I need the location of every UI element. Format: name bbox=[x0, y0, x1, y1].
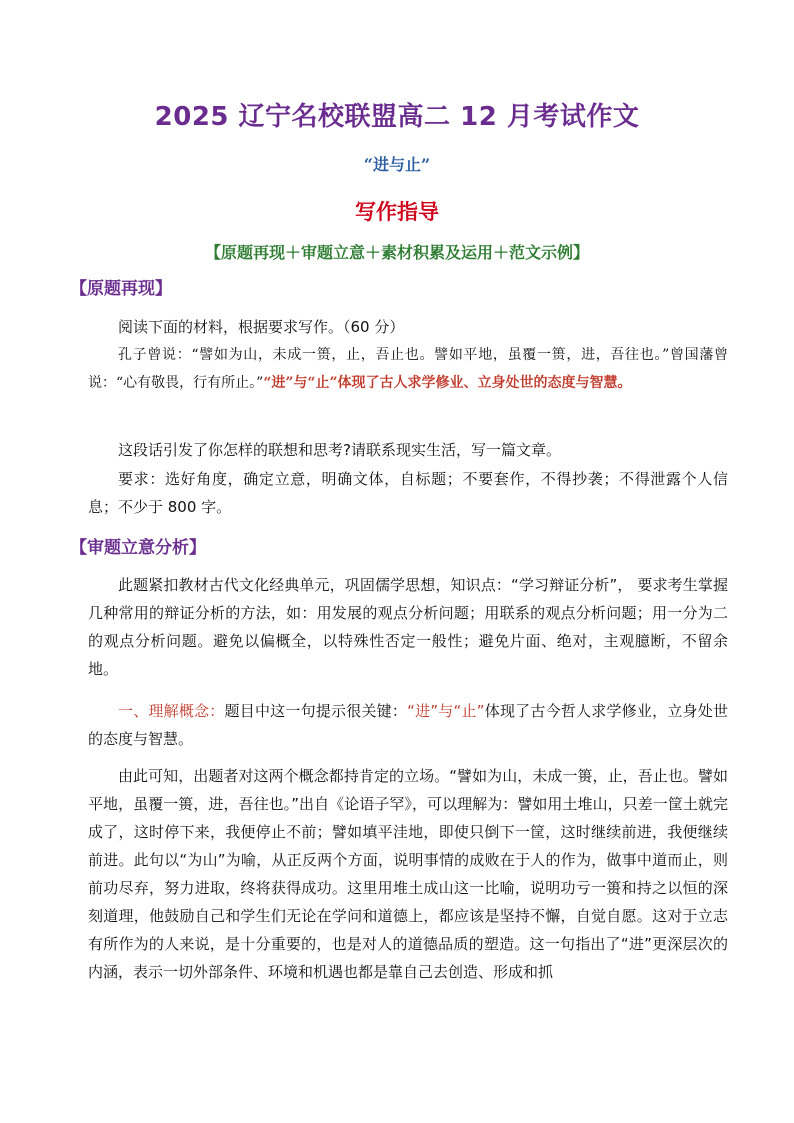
quote-highlight: “进”与“止”体现了古人求学修业、立身处世的态度与智慧。 bbox=[263, 375, 632, 391]
section-heading-topic-analysis: 【审题立意分析】 bbox=[70, 538, 206, 558]
concept-paragraph bbox=[88, 697, 728, 753]
explanation-paragraph: 由此可知，出题者对这两个概念都持肯定的立场。“譬如为山，未成一篑，止，吾止也。譬如平地，虽覆一篑，进，吾往也。”出自《论语子罕》，可以理解为：譬如用土堆山，只差一筐土就完成了，这时停下来，我便停止不前；譬如填平洼地，即使只倒下一筐，这时继续前进，我便继续前进。此句以“为山”为喻，从正反两个方面，说明事情的成败在于人的作为，做事中道而止，则前功尽弃，努力进取，终将获得成功。这里用堆土成山这一比喻，说明功亏一篑和持之以恒的深刻道理，他鼓励自己和学生们无论在学问和道德上，都应该是坚持不懈，自觉自愿。这对于立志有所作为的人来说，是十分重要的，也是对人的道德品质的塑造。这一句指出了“进”更深层次的内涵，表示一切外部条件、环境和机遇也都是靠自己去创造、形成和抓 bbox=[88, 767, 728, 981]
concept-label: 一、理解概念： bbox=[118, 702, 225, 720]
concept-text-a: 题目中这一句提示很关键： bbox=[224, 702, 408, 720]
quote-text: 孔子曾说：“譬如为山，未成一篑，止，吾止也。譬如平地，虽覆一篑，进，吾往也。”曾国藩曾说：“心有敬畏，行有所止。” bbox=[88, 347, 728, 391]
contents-bracket-line: 【原题再现＋审题立意＋素材积累及运用＋范文示例】 bbox=[204, 243, 589, 262]
document-subtitle: “进与止” bbox=[363, 155, 431, 174]
document-title: 2025 辽宁名校联盟高二 12 月考试作文 bbox=[154, 102, 640, 132]
requirements-paragraph: 要求：选好角度，确定立意，明确文体，自标题；不要套作，不得抄袭；不得泄露个人信息；不少于 800 字。 bbox=[88, 470, 728, 516]
concept-quote: “进”与“止” bbox=[407, 702, 485, 720]
quote-paragraph bbox=[88, 341, 728, 397]
writing-guide-heading: 写作指导 bbox=[355, 200, 439, 224]
section-heading-original-question: 【原题再现】 bbox=[70, 279, 172, 299]
analysis-paragraph: 此题紧扣教材古代文化经典单元，巩固儒学思想，知识点：“学习辩证分析”， 要求考生掌握几种常用的辩证分析的方法，如：用发展的观点分析问题；用联系的观点分析问题；用一分为二的观点分析问题。避免以偏概全，以特殊性否定一般性；避免片面、绝对，主观臆断，不留余地。 bbox=[88, 576, 728, 678]
instruction-paragraph: 阅读下面的材料，根据要求写作。（60 分） bbox=[118, 318, 405, 336]
prompt-paragraph: 这段话引发了你怎样的联想和思考?请联系现实生活，写一篇文章。 bbox=[118, 441, 561, 459]
concept-text-b: 体现了古今哲人求学修业，立身处世的态度与智慧。 bbox=[88, 702, 728, 748]
